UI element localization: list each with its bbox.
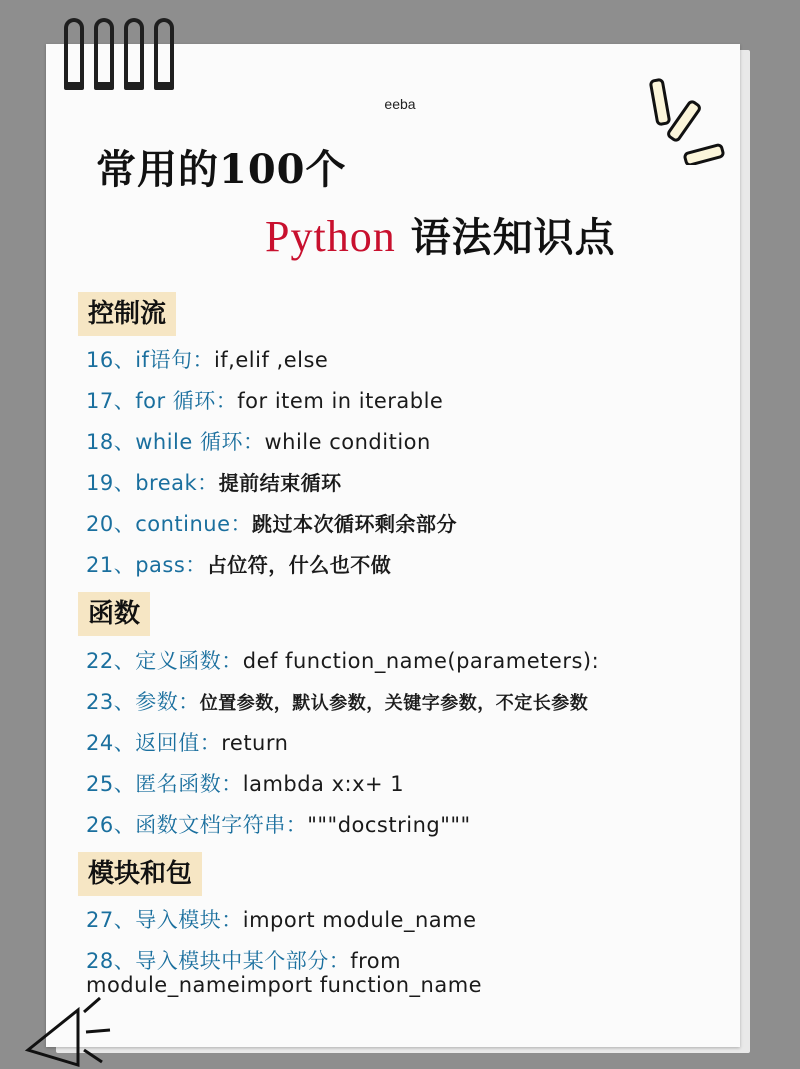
list-item-16: [86, 344, 328, 374]
item-value: 跳过本次循环剩余部分: [252, 512, 458, 536]
list-item-19: [86, 467, 342, 497]
list-item-17: [86, 385, 443, 415]
list-item-20: [86, 508, 457, 538]
section-heading-modules: 模块和包: [78, 852, 202, 896]
item-value: """docstring""": [307, 813, 471, 837]
item-value: 提前结束循环: [218, 471, 342, 495]
sparkle-lines-icon: [648, 70, 738, 165]
item-key: 20、continue：: [86, 512, 253, 536]
list-item-21: [86, 549, 391, 579]
item-key: 28、导入模块中某个部分：: [86, 949, 351, 973]
item-key: 22、定义函数：: [86, 649, 243, 673]
item-key: 26、函数文档字符串：: [86, 813, 308, 837]
item-value: while condition: [264, 430, 431, 454]
item-value: 位置参数，默认参数，关键字参数，不定长参数: [199, 693, 589, 714]
item-key: 27、导入模块：: [86, 908, 243, 932]
binder-ring-4: [154, 18, 174, 84]
page-title-line2-rest: 语法知识点: [395, 214, 616, 261]
megaphone-icon: [18, 990, 128, 1069]
list-item-27: [86, 904, 477, 934]
page-title-line1: 常用的100个: [96, 146, 347, 193]
item-value: for item in iterable: [237, 389, 444, 413]
list-item-24: [86, 727, 288, 757]
section-heading-control-flow: 控制流: [78, 292, 176, 336]
item-value: from: [350, 949, 402, 973]
list-item-25: [86, 768, 404, 798]
item-value: def function_name(parameters):: [242, 649, 600, 673]
item-key: 19、break：: [86, 471, 219, 495]
item-value: import module_name: [242, 908, 477, 932]
item-key: 16、if语句：: [86, 348, 214, 372]
binder-ring-1: [64, 18, 84, 84]
section-heading-functions: 函数: [78, 592, 150, 636]
binder-ring-3: [124, 18, 144, 84]
page-title-line2: [265, 206, 616, 263]
python-word: Python: [265, 212, 396, 261]
list-item-28-continuation: module_nameimport function_name: [86, 973, 483, 997]
item-value: if,elif ,else: [213, 348, 329, 372]
watermark-text: eeba: [384, 96, 416, 112]
list-item-28: [86, 945, 401, 975]
list-item-23: [86, 686, 588, 716]
item-key: 18、while 循环：: [86, 430, 265, 454]
item-value: lambda x:x+ 1: [242, 772, 405, 796]
binder-ring-2: [94, 18, 114, 84]
list-item-26: [86, 809, 471, 839]
item-key: 21、pass：: [86, 553, 207, 577]
list-item-18: [86, 426, 431, 456]
list-item-22: [86, 645, 599, 675]
item-value: return: [221, 731, 289, 755]
item-key: 24、返回值：: [86, 731, 222, 755]
item-value: 占位符，什么也不做: [206, 553, 392, 577]
item-key: 25、匿名函数：: [86, 772, 243, 796]
item-key: 23、参数：: [86, 690, 200, 714]
item-key: 17、for 循环：: [86, 389, 238, 413]
